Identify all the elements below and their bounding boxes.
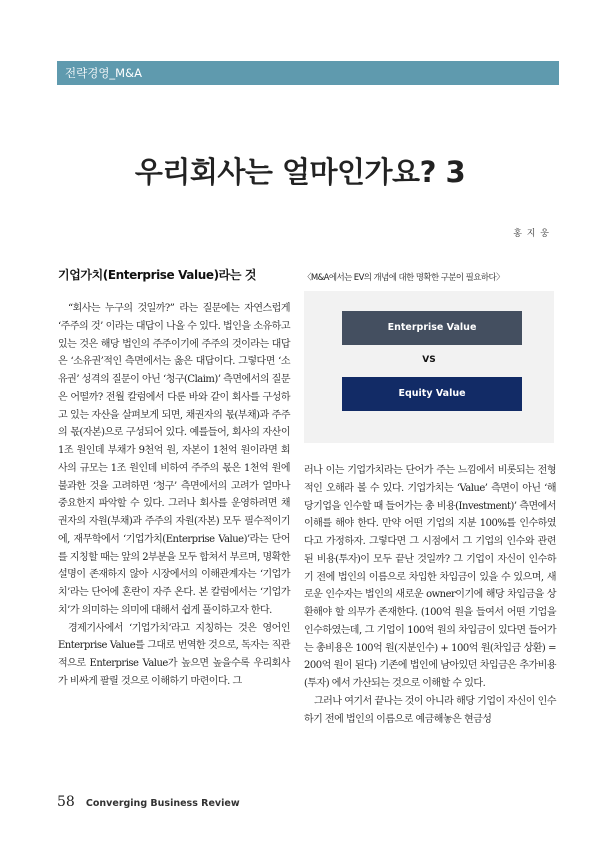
right-paragraph-1: 러나 이는 기업가치라는 단어가 주는 느낌에서 비롯되는 전형적인 오해라 볼 수 있다. 기업가치는 ‘Value’ 측면이 아닌 ‘해당기업을 인수할 때 들어가는 총 비용(Investment)’ 측면에서 이해를 해야 한다. 만약 어떤 기업의 지분 100%를 인수하였다고 가정하자. 그렇다면 그 시점에서 그 기업의 인수와 관련된 비용(투자)이 모두 끝난 것일까? 그 기업이 자신이 인수하기 전에 법인의 이름으로 차입한 차입금이 있을 수 있으며, 새로운 인수자는 법인의 새로운 owner이기에 해당 차입금을 상환해야 할 의무가 존재한다. (100억 원을 들여서 어떤 기업을 인수하였는데, 그 기업이 100억 원의 차입금이 있다면 들어가는 총비용은 100억 원(지분인수) + 100억 원(차입금 상환) = 200억 원이 된다) 기존에 법인에 남아있던 차입금은 추가비용(투자) 에서 가산되는 것으로 이해할 수 있다.: [304, 465, 556, 689]
left-paragraph-2: 경제기사에서 ‘기업가치’라고 지칭하는 것은 영어인 Enterprise Value를 그대로 번역한 것으로, 독자는 직관적으로 Enterprise Value가 높으면 높을수록 우리회사가 비싸게 팔릴 것으로 이해하기 마련이다. 그: [58, 622, 290, 687]
right-column: [304, 462, 556, 728]
equity-value-box: Equity Value: [342, 377, 522, 411]
section-header-band: [57, 61, 559, 85]
page-number: 58: [57, 794, 75, 810]
journal-name: Converging Business Review: [85, 798, 240, 809]
left-column: [58, 300, 290, 691]
vs-label: VS: [422, 355, 436, 365]
article-author: 홍 지 웅: [513, 229, 550, 239]
enterprise-value-box: Enterprise Value: [342, 311, 522, 345]
article-title: 우리회사는 얼마인가요? 3: [134, 155, 466, 189]
section-heading: 기업가치(Enterprise Value)라는 것: [58, 268, 257, 282]
ev-figure: [304, 291, 554, 443]
figure-caption: 〈M&A에서는 EV의 개념에 대한 명확한 구분이 필요하다〉: [303, 273, 504, 283]
left-paragraph-1: “회사는 누구의 것일까?” 라는 질문에는 자연스럽게 ‘주주의 것’ 이라는 대답이 나올 수 있다. 법인을 소유하고 있는 것은 해당 법인의 주주이기에 주주의 것이라는 대답은 ‘소유권’적인 측면에서는 옳은 대답이다. 그렇다면 ‘소유권’ 성격의 질문이 아닌 ‘청구(Claim)’ 측면에서의 질문은 어떨까? 전월 칼럼에서 다룬 바와 같이 회사를 구성하고 있는 자산을 살펴보게 되면, 채권자의 몫(부채)과 주주의 몫(자본)으로 구성되어 있다. 예를들어, 회사의 자산이 1조 원인데 부채가 9천억 원, 자본이 1천억 원이라면 회사의 규모는 1조 원인데 비하여 주주의 몫은 1천억 원에 불과한 것을 고려하면 ‘청구’ 측면에서의 고려가 얼마나 중요한지 파악할 수 있다. 그러나 회사를 운영하려면 채권자의 자원(부채)과 주주의 자원(자본) 모두 필수적이기에, 재무학에서 ‘기업가치(Enterprise Value)’라는 단어를 지칭할 때는 앞의 2부분을 모두 합쳐서 부르며, 명확한 설명이 존재하지 않아 시장에서의 이해관계자는 ‘기업가치’라는 단어에 혼란이 자주 온다. 본 칼럼에서는 ‘기업가치’가 의미하는 의미에 대해서 쉽게 풀이하고자 한다.: [58, 303, 290, 616]
right-paragraph-2: 그러나 여기서 끝나는 것이 아니라 해당 기업이 자신이 인수하기 전에 법인의 이름으로 예금해놓은 현금성: [304, 695, 556, 725]
page-footer: [57, 791, 240, 810]
section-label: 전략경영_M&A: [65, 66, 142, 80]
